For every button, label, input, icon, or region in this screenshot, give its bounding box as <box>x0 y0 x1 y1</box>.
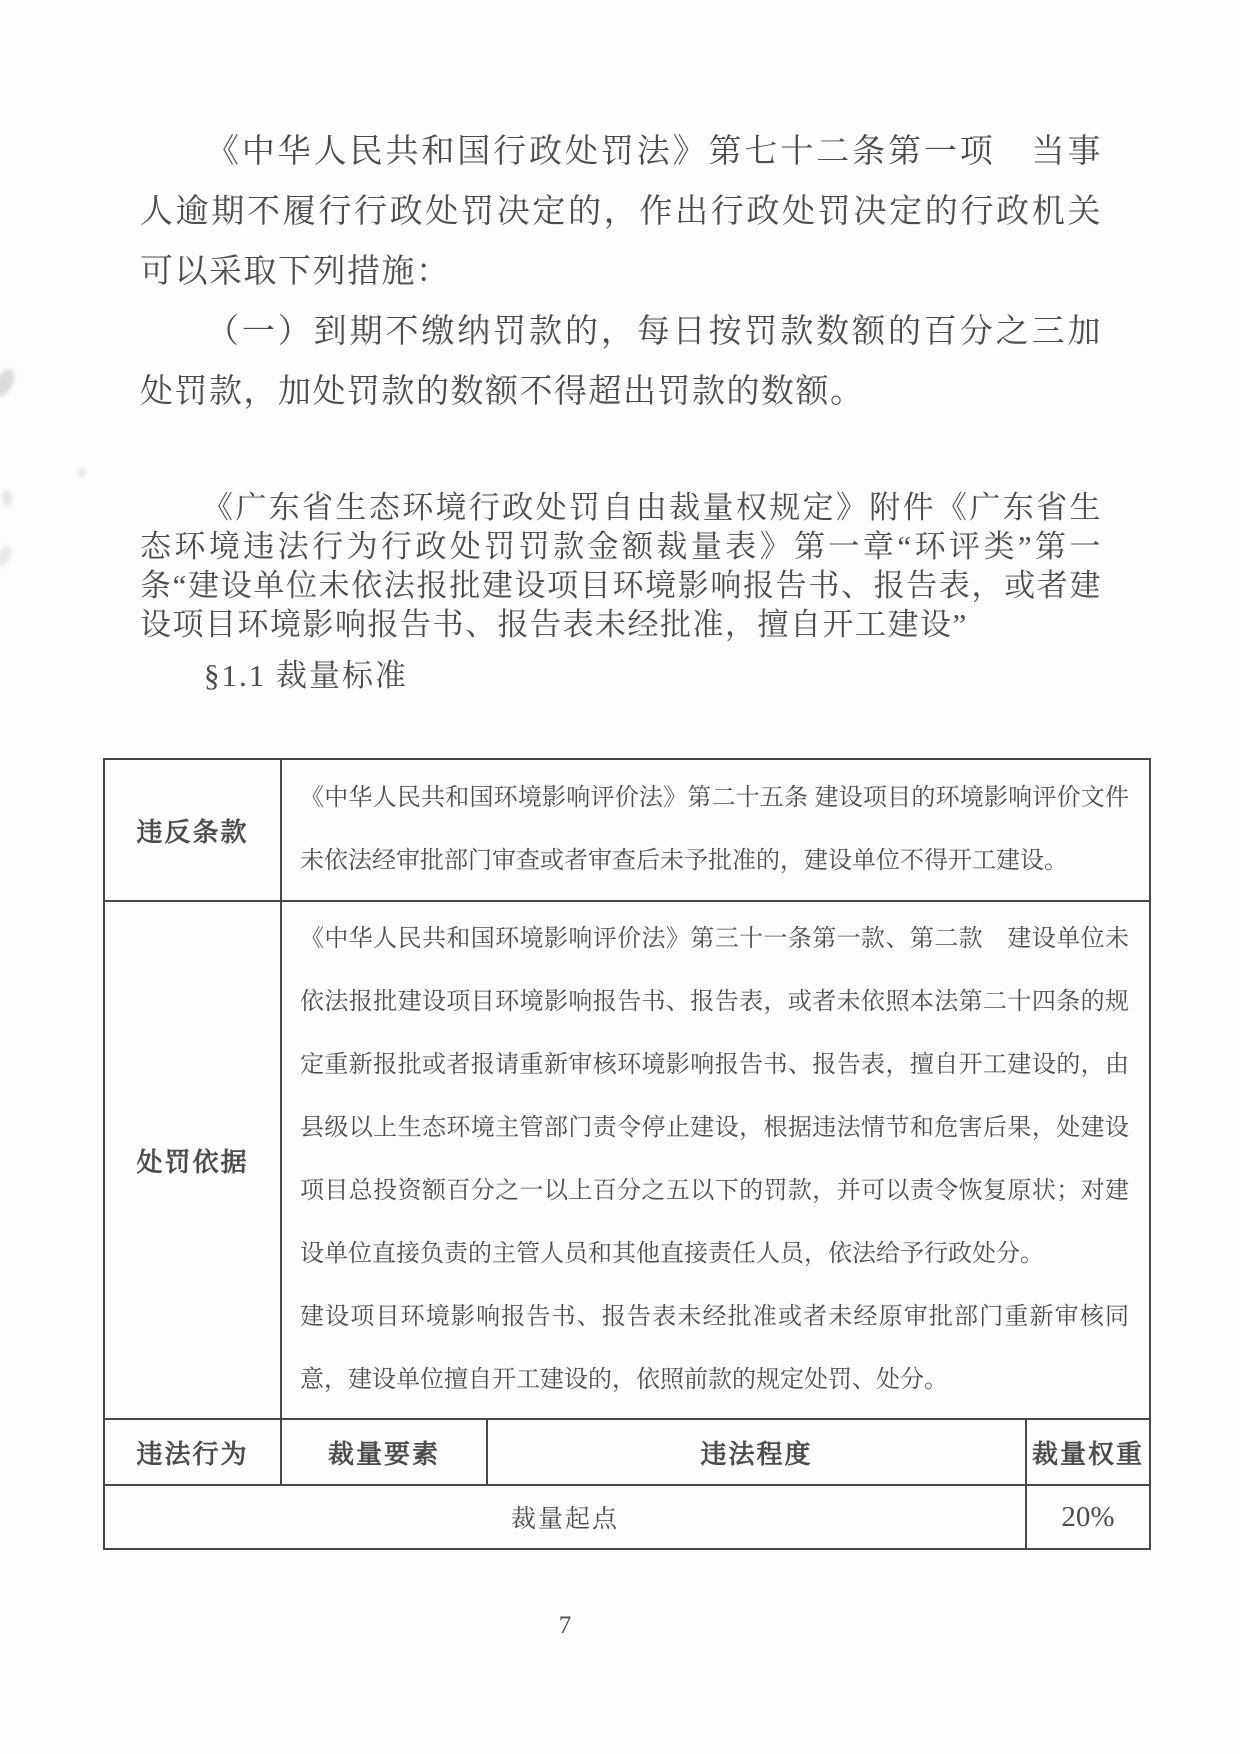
section-heading: §1.1 裁量标准 <box>204 658 408 693</box>
table-row-discretion-start <box>105 1486 1149 1548</box>
discretion-start-value-cell: 20% <box>1061 1500 1115 1533</box>
header-cell-discretion-factor: 裁量要素 <box>282 1420 488 1484</box>
discretion-start-label-cell: 裁量起点 <box>105 1486 1027 1548</box>
scan-artifact <box>0 366 18 400</box>
violated-clause-text: 《中华人民共和国环境影响评价法》第二十五条 建设项目的环境影响评价文件未依法经审批部门审查或者审查后未予批准的，建设单位不得开工建设。 <box>300 785 1129 874</box>
paragraph-guangdong-regulation: 《广东省生态环境行政处罚自由裁量权规定》附件《广东省生态环境违法行为行政处罚罚款金额裁量表》第一章“环评类”第一条“建设单位未依法报批建设项目环境影响报告书、报告表，或者建设项目环境影响报告书、报告表未经批准，擅自开工建设” <box>140 490 1102 642</box>
scan-artifact <box>0 489 14 507</box>
scan-artifact <box>0 544 13 569</box>
header-cell-discretion-weight: 裁量权重 <box>1031 1439 1144 1469</box>
penalty-basis-paragraph-2: 建设项目环境影响报告书、报告表未经批准或者未经原审批部门重新审核同意，建设单位擅自开工建设的，依照前款的规定处罚、处分。 <box>300 1304 1129 1393</box>
violated-clause-content-cell <box>282 760 1149 900</box>
penalty-basis-content-cell <box>282 902 1149 1418</box>
penalty-basis-paragraph-1: 《中华人民共和国环境影响评价法》第三十一条第一款、第二款 建设单位未依法报批建设项目环境影响报告书、报告表，或者未依照本法第二十四条的规定重新报批或者报请重新审核环境影响报告书、报告表，擅自开工建设的，由县级以上生态环境主管部门责令停止建设，根据违法情节和危害后果，处建设项目总投资额百分之一以上百分之五以下的罚款，并可以责令恢复原状；对建设单位直接负责的主管人员和其他直接责任人员，依法给予行政处分。 <box>300 926 1129 1267</box>
penalty-basis-label-cell: 处罚依据 <box>105 902 282 1418</box>
table-row-penalty-basis <box>105 902 1149 1420</box>
paragraph-admin-penalty-law: 《中华人民共和国行政处罚法》第七十二条第一项 当事人逾期不履行行政处罚决定的，作出行政处罚决定的行政机关可以采取下列措施： <box>140 134 1102 290</box>
scan-artifact <box>78 468 86 478</box>
discretion-standard-table <box>103 758 1151 1550</box>
header-cell-illegal-act: 违法行为 <box>105 1420 282 1484</box>
table-row-violated-clause <box>105 760 1149 902</box>
violated-clause-label-cell: 违反条款 <box>105 760 282 900</box>
header-cell-violation-degree: 违法程度 <box>488 1420 1027 1484</box>
page-number: 7 <box>558 1612 572 1639</box>
paragraph-measure-item: （一）到期不缴纳罚款的，每日按罚款数额的百分之三加处罚款，加处罚款的数额不得超出罚款的数额。 <box>140 314 1102 410</box>
table-header-row <box>105 1420 1149 1486</box>
document-body <box>140 122 1102 698</box>
